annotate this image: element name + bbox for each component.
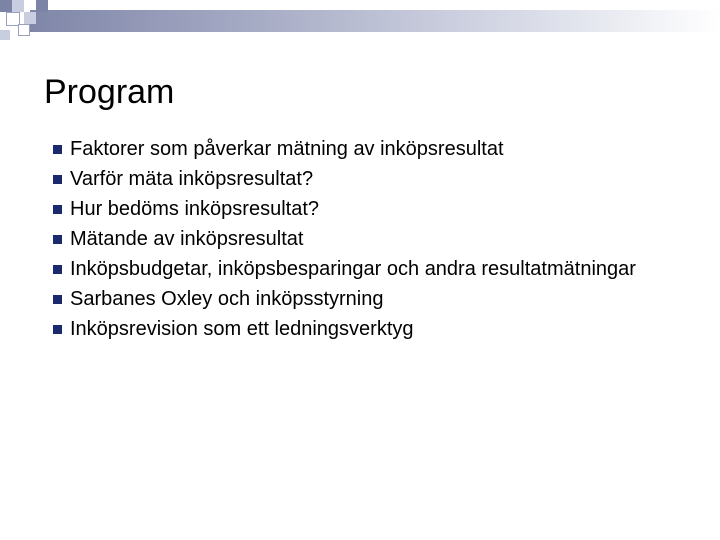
list-item [46, 317, 686, 341]
list-item [46, 287, 686, 311]
bullet-text: Sarbanes Oxley och inköpsstyrning [70, 288, 384, 310]
square-bullet-icon [53, 295, 62, 304]
checker-square [0, 0, 12, 12]
bullet-text: Inköpsbudgetar, inköpsbesparingar och andra resultatmätningar [70, 258, 636, 280]
square-bullet-icon [53, 235, 62, 244]
square-bullet-icon [53, 325, 62, 334]
slide-title: Program [44, 73, 175, 111]
checker-square [36, 0, 48, 12]
bullet-text: Varför mäta inköpsresultat? [70, 168, 314, 190]
list-item [46, 257, 686, 281]
list-item [46, 227, 686, 251]
list-item [46, 197, 686, 221]
bullet-text: Mätande av inköpsresultat [70, 228, 304, 250]
bullet-text: Faktorer som påverkar mätning av inköpsresultat [70, 138, 504, 160]
square-bullet-icon [53, 175, 62, 184]
bullet-text: Hur bedöms inköpsresultat? [70, 198, 320, 220]
bullet-text: Inköpsrevision som ett ledningsverktyg [70, 318, 414, 340]
square-bullet-icon [53, 265, 62, 274]
checker-square [0, 30, 10, 40]
bullet-list [46, 137, 686, 347]
list-item [46, 137, 686, 161]
square-bullet-icon [53, 205, 62, 214]
checker-square [12, 0, 24, 12]
list-item [46, 167, 686, 191]
header-gradient-bar [30, 10, 720, 32]
checker-square [24, 12, 36, 24]
square-bullet-icon [53, 145, 62, 154]
checker-square [18, 24, 30, 36]
